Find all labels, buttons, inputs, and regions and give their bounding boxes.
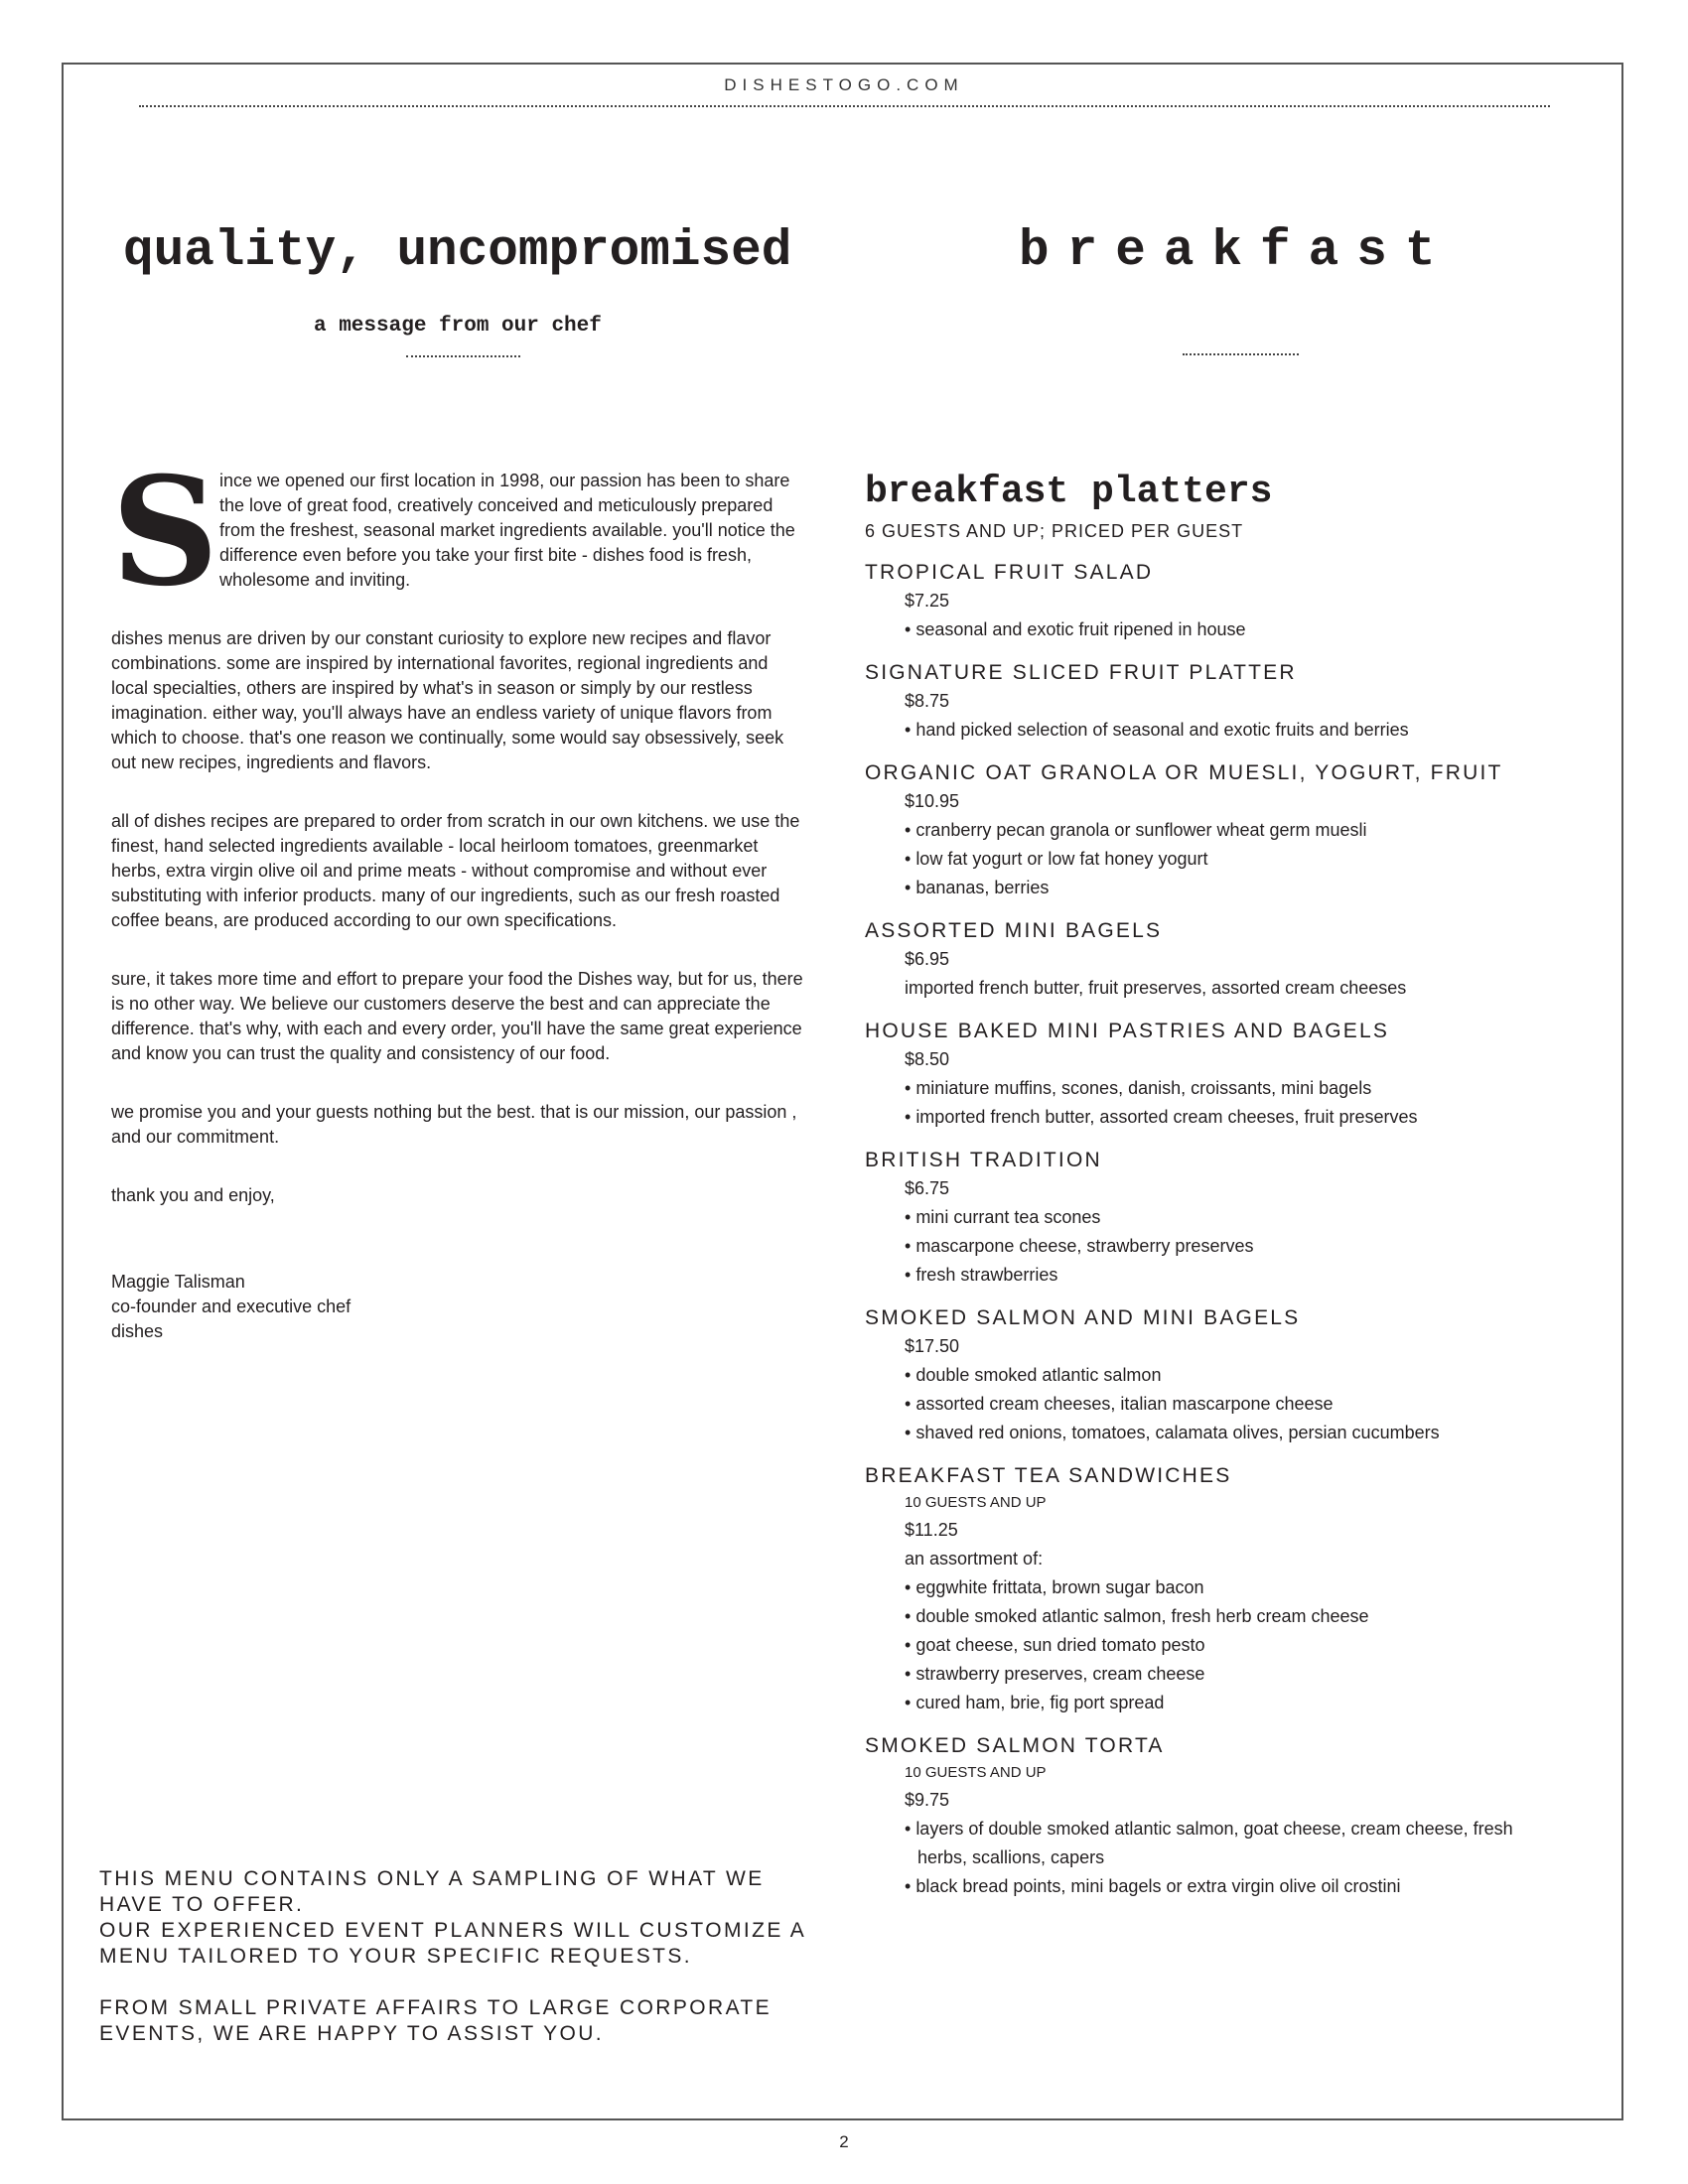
- letter-paragraph-text: ince we opened our first location in 1998, our passion has been to share the love of great food, creatively conceived and meticulously prepared from the freshest, seasonal market ingredients available. you'll notice the difference even before you take your first bite - dishes food is fresh, wholesome and inviting.: [219, 471, 795, 590]
- left-subheading: a message from our chef: [314, 315, 602, 338]
- item-name: SMOKED SALMON AND MINI BAGELS: [865, 1306, 1301, 1329]
- menu-item: [865, 916, 1540, 1003]
- item-bullet: • double smoked atlantic salmon: [905, 1361, 1540, 1390]
- right-heading-divider: [1183, 353, 1299, 355]
- notice-line: HAVE TO OFFER.: [99, 1893, 305, 1916]
- notice-line: MENU TAILORED TO YOUR SPECIFIC REQUESTS.: [99, 1945, 692, 1968]
- signature: [111, 1270, 806, 1344]
- item-price: $11.25: [905, 1520, 958, 1540]
- item-name: SIGNATURE SLICED FRUIT PLATTER: [865, 661, 1297, 684]
- item-name: BRITISH TRADITION: [865, 1149, 1102, 1171]
- letter-paragraph: dishes menus are driven by our constant curiosity to explore new recipes and flavor combinations. some are inspired by international favorites, regional ingredients and local specialties, others are inspired by what's in season or simply by our restless imagination. either way, you'll always have an endless variety of unique flavors from which to choose. that's one reason we continually, some would say obsessively, seek out new recipes, ingredients and flavors.: [111, 628, 784, 772]
- item-bullet: • mini currant tea scones: [905, 1203, 1540, 1232]
- item-bullet: • layers of double smoked atlantic salmon, goat cheese, cream cheese, fresh herbs, scallions, capers: [905, 1815, 1540, 1872]
- item-bullet: • cured ham, brie, fig port spread: [905, 1689, 1540, 1717]
- item-bullet: • seasonal and exotic fruit ripened in house: [905, 615, 1540, 644]
- chef-letter: [111, 445, 806, 1344]
- left-heading-divider: [406, 355, 520, 357]
- right-heading: breakfast: [1019, 223, 1454, 280]
- notice-line: FROM SMALL PRIVATE AFFAIRS TO LARGE CORPORATE: [99, 1996, 773, 2019]
- signature-title: co-founder and executive chef: [111, 1297, 352, 1316]
- signature-company: dishes: [111, 1321, 164, 1341]
- item-bullet: • bananas, berries: [905, 874, 1540, 902]
- item-price: $10.95: [905, 791, 960, 811]
- item-price: $6.95: [905, 949, 950, 969]
- drop-cap: S: [111, 445, 219, 619]
- item-description: an assortment of:: [905, 1549, 1044, 1569]
- item-bullet: • hand picked selection of seasonal and exotic fruits and berries: [905, 716, 1540, 745]
- item-bullet: • double smoked atlantic salmon, fresh herb cream cheese: [905, 1602, 1540, 1631]
- notice-line: THIS MENU CONTAINS ONLY A SAMPLING OF WHAT WE: [99, 1867, 765, 1890]
- item-bullet: • fresh strawberries: [905, 1261, 1540, 1290]
- item-bullet: • eggwhite frittata, brown sugar bacon: [905, 1573, 1540, 1602]
- left-heading: quality, uncompromised: [123, 223, 792, 280]
- letter-paragraph: [111, 445, 806, 619]
- item-guest-note: 10 GUESTS AND UP: [905, 1764, 1047, 1781]
- item-price: $6.75: [905, 1178, 950, 1198]
- item-name: SMOKED SALMON TORTA: [865, 1734, 1165, 1757]
- item-name: HOUSE BAKED MINI PASTRIES AND BAGELS: [865, 1020, 1390, 1042]
- menu-item: [865, 558, 1540, 644]
- letter-paragraph: all of dishes recipes are prepared to order from scratch in our own kitchens. we use the finest, hand selected ingredients available - local heirloom tomatoes, greenmarket herbs, extra virgin olive oil and prime meats - without compromise and without ever substituting with inferior products. many of our ingredients, such as our fresh roasted coffee beans, are produced according to our own specifications.: [111, 811, 800, 930]
- menu-item: [865, 1461, 1540, 1717]
- notice-line: EVENTS, WE ARE HAPPY TO ASSIST YOU.: [99, 2022, 605, 2045]
- header-divider: [139, 105, 1550, 107]
- item-bullet: • black bread points, mini bagels or extra virgin olive oil crostini: [905, 1872, 1540, 1901]
- section-note: 6 GUESTS AND UP; PRICED PER GUEST: [865, 521, 1244, 541]
- menu-notice: [99, 1866, 806, 2047]
- menu-item: [865, 658, 1540, 745]
- item-name: BREAKFAST TEA SANDWICHES: [865, 1464, 1232, 1487]
- item-bullet: • strawberry preserves, cream cheese: [905, 1660, 1540, 1689]
- item-price: $8.50: [905, 1049, 950, 1069]
- section-title: breakfast platters: [865, 471, 1273, 513]
- item-price: $7.25: [905, 591, 950, 611]
- signature-name: Maggie Talisman: [111, 1272, 245, 1292]
- breakfast-menu: [865, 467, 1540, 1901]
- page-number: 2: [839, 2132, 849, 2151]
- menu-item: [865, 758, 1540, 902]
- item-bullet: • assorted cream cheeses, italian mascarpone cheese: [905, 1390, 1540, 1419]
- item-bullet: • cranberry pecan granola or sunflower wheat germ muesli: [905, 816, 1540, 845]
- letter-paragraph: thank you and enjoy,: [111, 1185, 275, 1205]
- item-price: $8.75: [905, 691, 950, 711]
- menu-items: [865, 558, 1540, 1901]
- menu-item: [865, 1731, 1540, 1901]
- item-price: $17.50: [905, 1336, 960, 1356]
- item-bullet: • miniature muffins, scones, danish, croissants, mini bagels: [905, 1074, 1540, 1103]
- menu-item: [865, 1146, 1540, 1290]
- item-name: ORGANIC OAT GRANOLA OR MUESLI, YOGURT, FRUIT: [865, 761, 1503, 784]
- item-bullet: • imported french butter, assorted cream cheeses, fruit preserves: [905, 1103, 1540, 1132]
- item-bullet: • mascarpone cheese, strawberry preserves: [905, 1232, 1540, 1261]
- notice-line: OUR EXPERIENCED EVENT PLANNERS WILL CUSTOMIZE A: [99, 1919, 807, 1942]
- item-name: ASSORTED MINI BAGELS: [865, 919, 1163, 942]
- menu-item: [865, 1017, 1540, 1132]
- letter-paragraph: we promise you and your guests nothing but the best. that is our mission, our passion , and our commitment.: [111, 1102, 797, 1147]
- item-description: imported french butter, fruit preserves, assorted cream cheeses: [905, 978, 1407, 998]
- item-price: $9.75: [905, 1790, 950, 1810]
- site-url: DISHESTOGO.COM: [724, 75, 964, 94]
- item-bullet: • shaved red onions, tomatoes, calamata olives, persian cucumbers: [905, 1419, 1540, 1447]
- item-bullet: • low fat yogurt or low fat honey yogurt: [905, 845, 1540, 874]
- item-bullet: • goat cheese, sun dried tomato pesto: [905, 1631, 1540, 1660]
- letter-paragraph: sure, it takes more time and effort to prepare your food the Dishes way, but for us, there is no other way. We believe our customers deserve the best and can appreciate the difference. that's why, with each and every order, you'll have the same great experience and know you can trust the quality and consistency of our food.: [111, 969, 803, 1063]
- menu-item: [865, 1303, 1540, 1447]
- item-guest-note: 10 GUESTS AND UP: [905, 1494, 1047, 1511]
- item-name: TROPICAL FRUIT SALAD: [865, 561, 1154, 584]
